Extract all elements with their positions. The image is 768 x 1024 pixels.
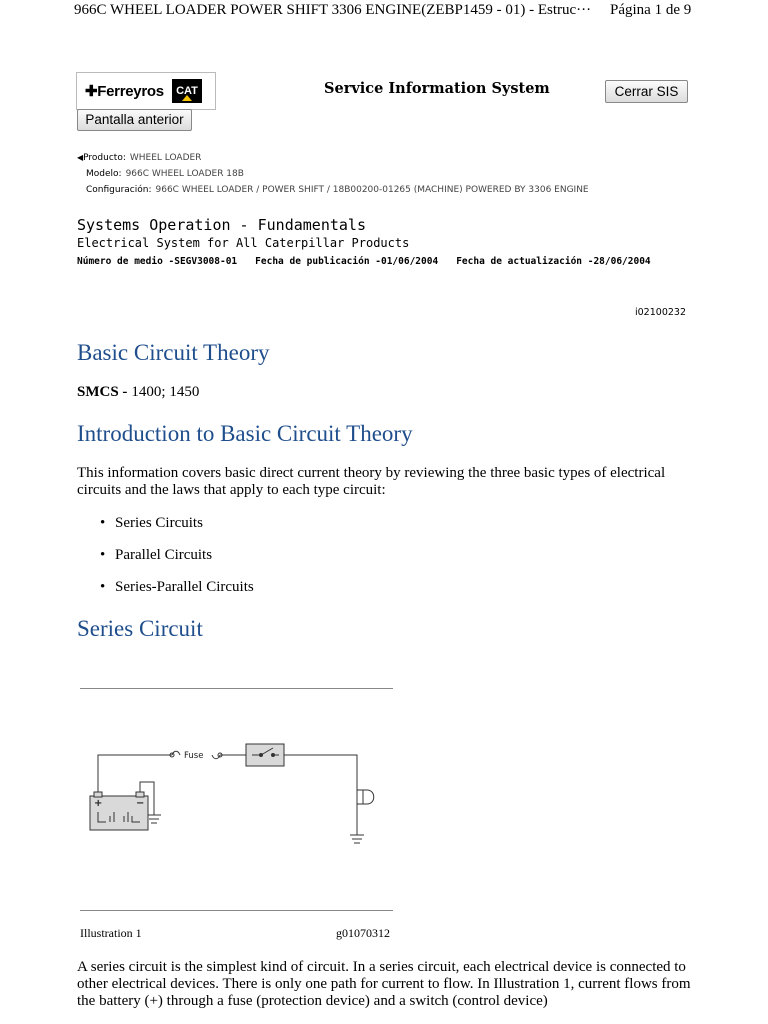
wire-switch-to-lamp — [284, 755, 357, 782]
smcs-label: SMCS - — [77, 384, 128, 400]
publication-info — [77, 256, 669, 267]
manual-subtitle: Electrical System for All Caterpillar Products — [77, 236, 410, 250]
ferreyros-cat-logo — [76, 72, 216, 110]
smcs-line — [77, 384, 199, 401]
heading-basic-circuit-theory: Basic Circuit Theory — [77, 340, 270, 365]
wire-battery-to-fuse — [98, 755, 172, 795]
config-value: 966C WHEEL LOADER / POWER SHIFT / 18B00200-01265 (MACHINE) POWERED BY 3306 ENGINE — [155, 185, 589, 195]
previous-screen-button[interactable]: Pantalla anterior — [77, 109, 192, 131]
media-number: Número de medio -SEGV3008-01 — [77, 256, 238, 267]
fuse-label: Fuse — [184, 751, 204, 761]
document-id: i02100232 — [635, 307, 686, 318]
product-key: Producto: — [83, 153, 126, 163]
illustration-label: Illustration 1 — [80, 926, 142, 940]
logo-text: ✚Ferreyros — [85, 83, 164, 100]
list-item: • Series-Parallel Circuits — [100, 579, 254, 611]
lamp-symbol — [357, 782, 374, 814]
product-row — [77, 153, 201, 163]
cat-logo-badge: CAT — [172, 79, 202, 103]
update-date: Fecha de actualización -28/06/2004 — [456, 256, 651, 267]
list-item: • Parallel Circuits — [100, 547, 254, 579]
sis-title: Service Information System — [324, 80, 550, 97]
configuration-row — [86, 185, 589, 195]
print-header — [0, 0, 768, 24]
illustration-top-rule — [80, 688, 393, 689]
model-row — [86, 169, 244, 179]
smcs-value: 1400; 1450 — [131, 384, 200, 400]
document-title: 966C WHEEL LOADER POWER SHIFT 3306 ENGINE(ZEBP1459 - 01) - Estruc··· — [74, 2, 592, 18]
page-number: Página 1 de 9 — [610, 2, 692, 18]
config-key: Configuración: — [86, 185, 152, 195]
svg-text:−: − — [136, 798, 145, 809]
heading-series-circuit: Series Circuit — [77, 616, 203, 641]
model-value: 966C WHEEL LOADER 18B — [125, 169, 244, 179]
intro-paragraph: This information covers basic direct current theory by reviewing the three basic types of electrical circuits and the laws that apply to each type circuit: — [77, 465, 666, 498]
product-value: WHEEL LOADER — [129, 153, 202, 163]
model-key: Modelo: — [86, 169, 122, 179]
battery-icon — [90, 792, 148, 830]
list-item: • Series Circuits — [100, 515, 254, 547]
back-arrow-icon[interactable]: ◀ — [77, 153, 84, 162]
circuit-types-list — [100, 515, 254, 611]
close-sis-button[interactable]: Cerrar SIS — [605, 80, 688, 103]
svg-text:+: + — [94, 798, 103, 809]
manual-title: Systems Operation - Fundamentals — [77, 216, 366, 234]
heading-introduction: Introduction to Basic Circuit Theory — [77, 421, 413, 446]
series-circuit-diagram — [80, 690, 393, 908]
publication-date: Fecha de publicación -01/06/2004 — [255, 256, 439, 267]
illustration-bottom-rule — [80, 910, 393, 911]
illustration-id: g01070312 — [336, 926, 390, 940]
series-circuit-paragraph: A series circuit is the simplest kind of circuit. In a series circuit, each electrical device is connected to other electrical devices. There is only one path for current to flow. In Illustration 1, current flows from the battery (+) through a fuse (protection device) and a switch (control device) — [77, 959, 691, 1009]
